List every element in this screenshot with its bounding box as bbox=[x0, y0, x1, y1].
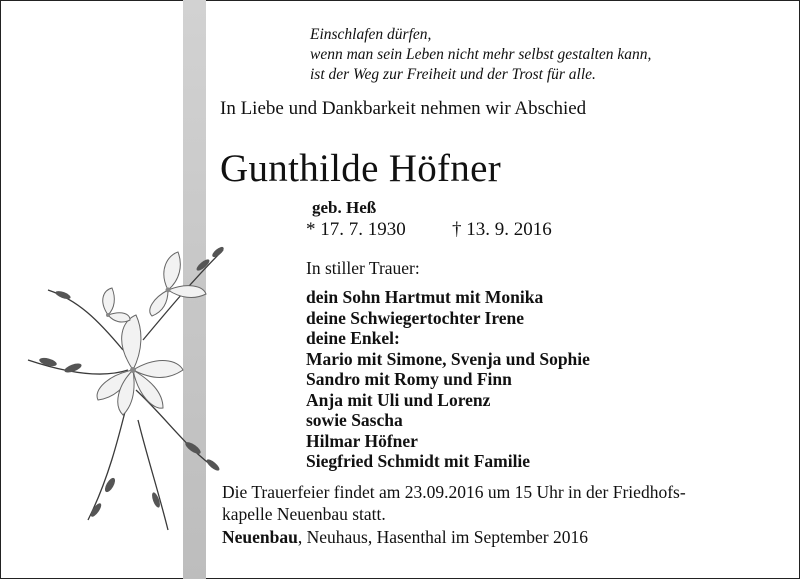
poem bbox=[310, 25, 651, 85]
mourner-line: dein Sohn Hartmut mit Monika bbox=[306, 287, 544, 307]
place-rest: , Neuhaus, Hasenthal im September 2016 bbox=[297, 527, 589, 547]
place-date-line bbox=[222, 527, 588, 548]
poem-line: wenn man sein Leben nicht mehr selbst gestalten kann, bbox=[310, 46, 652, 63]
mourning-label: In stiller Trauer: bbox=[306, 258, 420, 278]
poem-line: Einschlafen dürfen, bbox=[310, 26, 432, 43]
funeral-info bbox=[222, 482, 686, 525]
death-date: † 13. 9. 2016 bbox=[452, 219, 552, 240]
mourner-line: Sandro mit Romy und Finn bbox=[306, 369, 512, 389]
mourner-line: Mario mit Simone, Svenja und Sophie bbox=[306, 348, 590, 369]
place-bold: Neuenbau bbox=[222, 527, 298, 547]
birth-date: * 17. 7. 1930 bbox=[306, 219, 406, 240]
mourners-list bbox=[306, 287, 590, 472]
mourner-line: deine Schwiegertochter Irene bbox=[306, 307, 525, 328]
funeral-line: kapelle Neuenbau statt. bbox=[222, 503, 386, 524]
poem-line: ist der Weg zur Freiheit und der Trost für alle. bbox=[310, 66, 596, 83]
lily-flower-icon bbox=[18, 220, 248, 550]
mourner-line: Siegfried Schmidt mit Familie bbox=[306, 451, 531, 471]
funeral-line: Die Trauerfeier findet am 23.09.2016 um 15 Uhr in der Friedhofs- bbox=[222, 482, 686, 502]
deceased-name: Gunthilde Höfner bbox=[220, 147, 501, 190]
maiden-name: geb. Heß bbox=[312, 198, 377, 217]
mourner-line: Hilmar Höfner bbox=[306, 430, 418, 451]
farewell-intro: In Liebe und Dankbarkeit nehmen wir Abschied bbox=[220, 98, 587, 119]
mourner-line: deine Enkel: bbox=[306, 328, 400, 348]
mourner-line: Anja mit Uli und Lorenz bbox=[306, 389, 491, 410]
mourner-line: sowie Sascha bbox=[306, 410, 403, 430]
